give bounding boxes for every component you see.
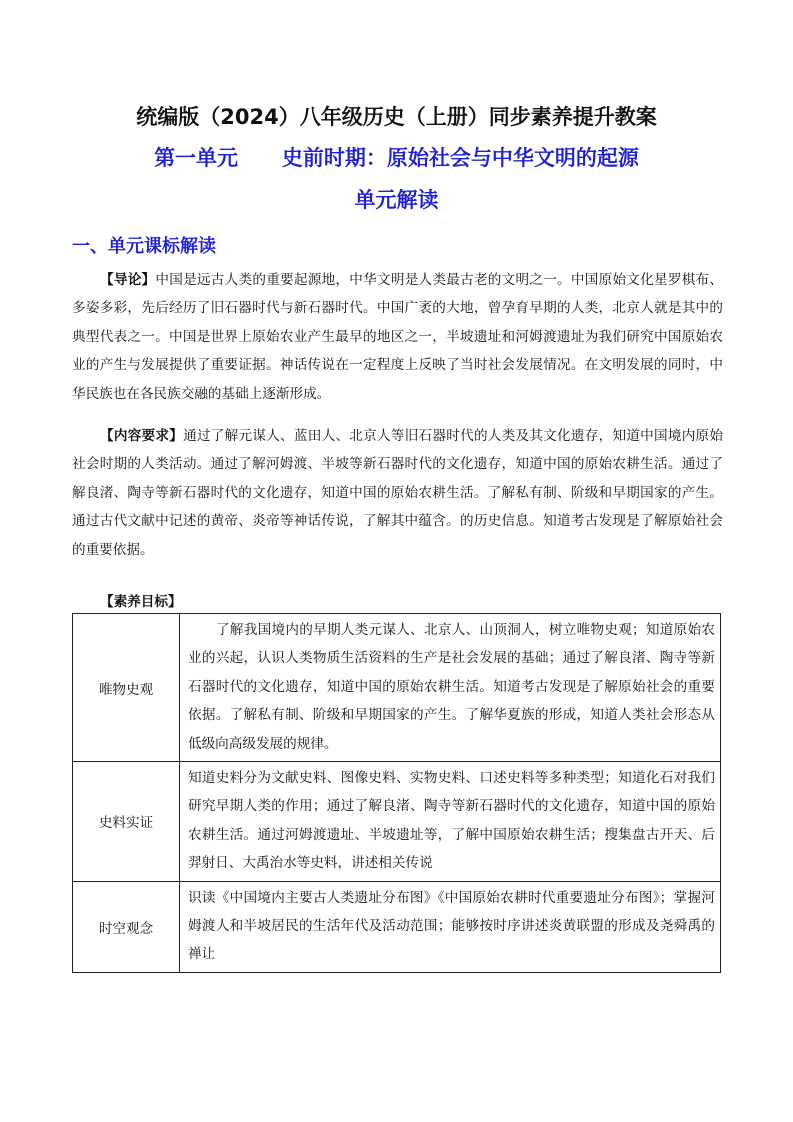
goal-description: 识读《中国境内主要古人类遗址分布图》《中国原始农耕时代重要遗址分布图》；掌握河姆渡人和半坡居民的生活年代及活动范围；能够按时序讲述炎黄联盟的形成及尧舜禹的禅让 (180, 881, 721, 972)
intro-label: 【导论】 (100, 272, 156, 288)
unit-subtitle: 单元解读 (354, 188, 439, 212)
table-row (73, 762, 721, 882)
requirements-label: 【内容要求】 (100, 428, 184, 444)
goal-name: 唯物史观 (73, 614, 180, 762)
table-row (73, 881, 721, 972)
goal-name: 时空观念 (73, 881, 180, 972)
table-row (73, 614, 721, 762)
requirements-text: 通过了解元谋人、蓝田人、北京人等旧石器时代的人类及其文化遗存，知道中国境内原始社会时期的人类活动。通过了解河姆渡、半坡等新石器时代的文化遗存，知道中国的原始农耕生活。通过了解良渚、陶寺等新石器时代的文化遗存，知道中国的原始农耕生活。了解私有制、阶级和早期国家的产生。通过古代文献中记述的黄帝、炎帝等神话传说，了解其中蕴含。的历史信息。知道考古发现是了解原始社会的重要依据。 (72, 428, 724, 558)
goals-label: 【素养目标】 (100, 594, 182, 610)
intro-text: 中国是远古人类的重要起源地，中华文明是人类最古老的文明之一。中国原始文化星罗棋布、多姿多彩，先后经历了旧石器时代与新石器时代。中国广袤的大地，曾孕育早期的人类，北京人就是其中的典型代表之一。中国是世界上原始农业产生最早的地区之一，半坡遗址和河姆渡遗址为我们研究中国原始农业的产生与发展提供了重要证据。神话传说在一定程度上反映了当时社会发展情况。在文明发展的同时，中华民族也在各民族交融的基础上逐渐形成。 (72, 272, 724, 402)
section-heading: 一、单元课标解读 (72, 236, 216, 257)
requirements-paragraph (72, 422, 723, 564)
goal-name: 史料实证 (73, 762, 180, 882)
document-title: 统编版（2024）八年级历史（上册）同步素养提升教案 (136, 105, 657, 129)
goal-description: 了解我国境内的早期人类元谋人、北京人、山顶洞人，树立唯物史观；知道原始农业的兴起，认识人类物质生活资料的生产是社会发展的基础；通过了解良渚、陶寺等新石器时代的文化遗存，知道中国的原始农耕生活。知道考古发现是了解原始社会的重要依据。了解私有制、阶级和早期国家的产生。了解华夏族的形成，知道人类社会形态从低级向高级发展的规律。 (180, 614, 721, 762)
unit-title: 第一单元 史前时期：原始社会与中华文明的起源 (154, 146, 639, 170)
intro-paragraph (72, 266, 723, 408)
goal-description: 知道史料分为文献史料、图像史料、实物史料、口述史料等多种类型；知道化石对我们研究早期人类的作用；通过了解良渚、陶寺等新石器时代的文化遗存，知道中国的原始农耕生活。通过河姆渡遗址、半坡遗址等，了解中国原始农耕生活；搜集盘古开天、后羿射日、大禹治水等史料，讲述相关传说 (180, 762, 721, 882)
goals-table (72, 613, 721, 973)
